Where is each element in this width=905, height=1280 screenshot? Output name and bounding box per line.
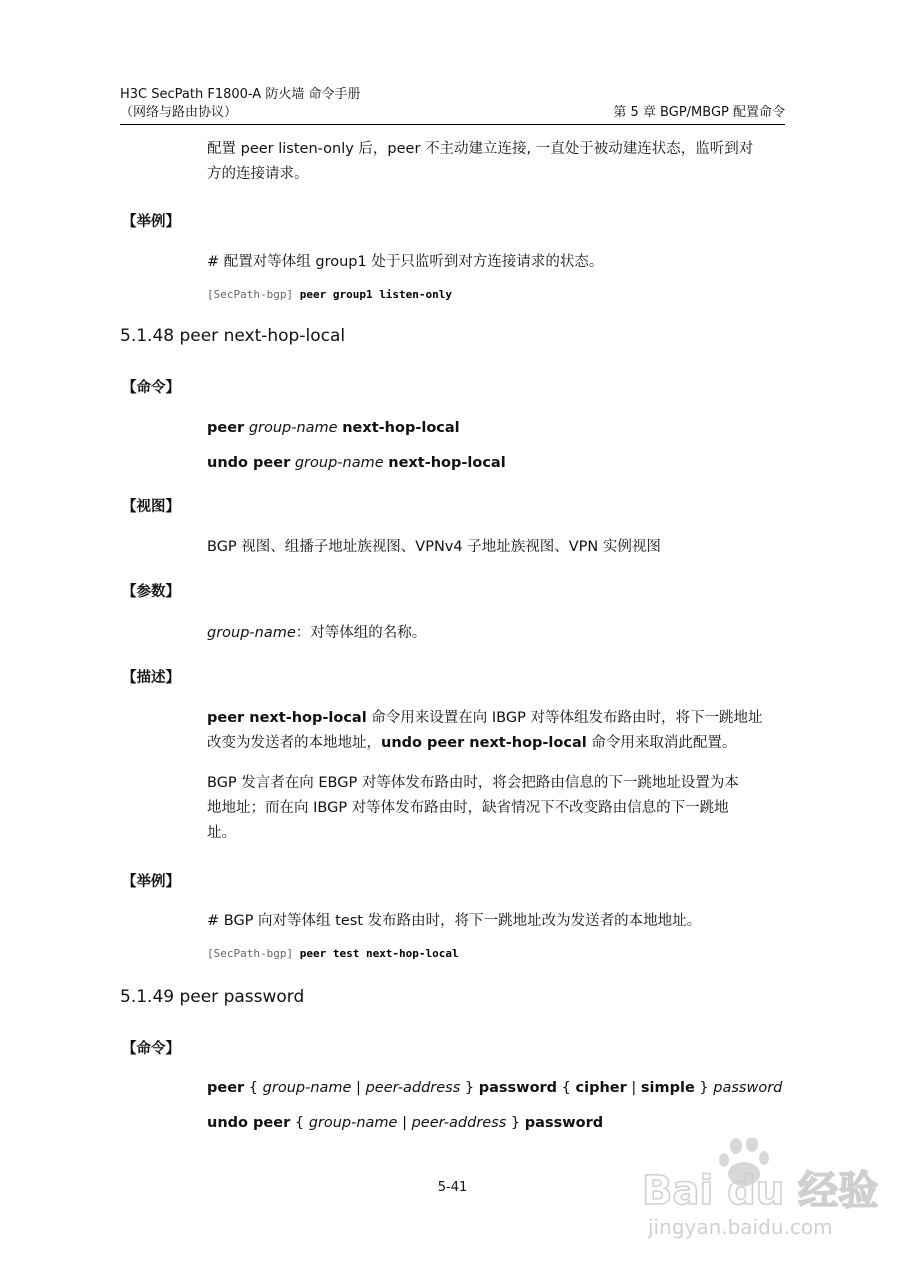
- command-label: 【命令】: [122, 1041, 180, 1057]
- header-rule: [120, 124, 785, 125]
- argument: group-name: [262, 1080, 352, 1096]
- keyword: next-hop-local: [388, 455, 506, 471]
- argument: group-name: [248, 420, 338, 436]
- view-text: BGP 视图、组播子地址族视图、VPNv4 子地址族视图、VPN 实例视图: [207, 539, 661, 555]
- header-subline: [120, 104, 785, 121]
- separator: |: [626, 1080, 641, 1096]
- argument: group-name: [308, 1115, 398, 1131]
- argument: peer-address: [365, 1080, 461, 1096]
- command-syntax: [207, 418, 460, 438]
- watermark-logo: Bai du 经验: [642, 1168, 879, 1214]
- example-label: 【举例】: [122, 214, 180, 230]
- description-paragraph: [207, 706, 787, 756]
- keyword: peer next-hop-local: [207, 710, 367, 726]
- command-label: 【命令】: [122, 380, 180, 396]
- header-title: H3C SecPath F1800-A 防火墙 命令手册: [120, 87, 361, 102]
- description-paragraph: [207, 771, 787, 846]
- keyword: undo peer: [207, 1115, 291, 1131]
- example-description: # 配置对等体组 group1 处于只监听到对方连接请求的状态。: [207, 254, 604, 270]
- keyword: password: [478, 1080, 558, 1096]
- param-desc: ：对等体组的名称。: [295, 625, 427, 641]
- text-line: 地地址；而在向 IBGP 对等体发布路由时，缺省情况下不改变路由信息的下一跳地: [207, 800, 729, 816]
- argument: group-name: [294, 455, 384, 471]
- page-number: 5-41: [437, 1180, 468, 1195]
- brace: }: [460, 1080, 479, 1096]
- argument: peer-address: [411, 1115, 507, 1131]
- command-syntax: [207, 1113, 603, 1133]
- watermark-url: jingyan.baidu.com: [648, 1215, 833, 1239]
- keyword: simple: [640, 1080, 695, 1096]
- text-run: 改变为发送者的本地地址，: [207, 735, 381, 751]
- keyword: undo peer: [207, 455, 291, 471]
- keyword: next-hop-local: [342, 420, 460, 436]
- code-prompt: [SecPath-bgp]: [207, 947, 294, 960]
- baidu-watermark: [640, 1138, 890, 1248]
- command-syntax: [207, 453, 506, 473]
- description-label: 【描述】: [122, 670, 180, 686]
- brace: {: [290, 1115, 309, 1131]
- code-line: [207, 287, 452, 303]
- example-description: # BGP 向对等体组 test 发布路由时，将下一跳地址改为发送者的本地地址。: [207, 913, 702, 929]
- text-line: 址。: [207, 825, 236, 841]
- param-text: [207, 621, 787, 646]
- command-syntax: [207, 1078, 782, 1098]
- intro-line: 方的连接请求。: [207, 166, 309, 182]
- view-label: 【视图】: [122, 499, 180, 515]
- brace: }: [506, 1115, 525, 1131]
- header-chapter: 第 5 章 BGP/MBGP 配置命令: [613, 105, 785, 120]
- keyword: undo peer next-hop-local: [381, 735, 587, 751]
- section-title: 5.1.48 peer next-hop-local: [120, 326, 346, 346]
- code-prompt: [SecPath-bgp]: [207, 288, 294, 301]
- intro-paragraph: [207, 137, 787, 187]
- argument: password: [713, 1080, 783, 1096]
- brace: }: [694, 1080, 714, 1096]
- brace: {: [244, 1080, 263, 1096]
- brace: {: [557, 1080, 576, 1096]
- text-line: BGP 发言者在向 EBGP 对等体发布路由时，将会把路由信息的下一跳地址设置为本: [207, 775, 739, 791]
- separator: |: [351, 1080, 366, 1096]
- intro-line: 配置 peer listen-only 后，peer 不主动建立连接, 一直处于被动建连状态，监听到对: [207, 141, 754, 157]
- code-line: [207, 946, 459, 962]
- code-command: peer group1 listen-only: [299, 288, 453, 301]
- keyword: peer: [207, 1080, 245, 1096]
- separator: |: [397, 1115, 412, 1131]
- code-command: peer test next-hop-local: [299, 947, 459, 960]
- header-subtitle: （网络与路由协议）: [120, 105, 238, 120]
- keyword: cipher: [575, 1080, 627, 1096]
- param-name: group-name: [207, 625, 296, 641]
- section-title: 5.1.49 peer password: [120, 987, 305, 1007]
- text-run: 命令用来取消此配置。: [586, 735, 737, 751]
- param-label: 【参数】: [122, 584, 180, 600]
- keyword: peer: [207, 420, 245, 436]
- text-run: 命令用来设置在向 IBGP 对等体组发布路由时，将下一跳地址: [366, 710, 763, 726]
- keyword: password: [524, 1115, 604, 1131]
- example-label: 【举例】: [122, 874, 180, 890]
